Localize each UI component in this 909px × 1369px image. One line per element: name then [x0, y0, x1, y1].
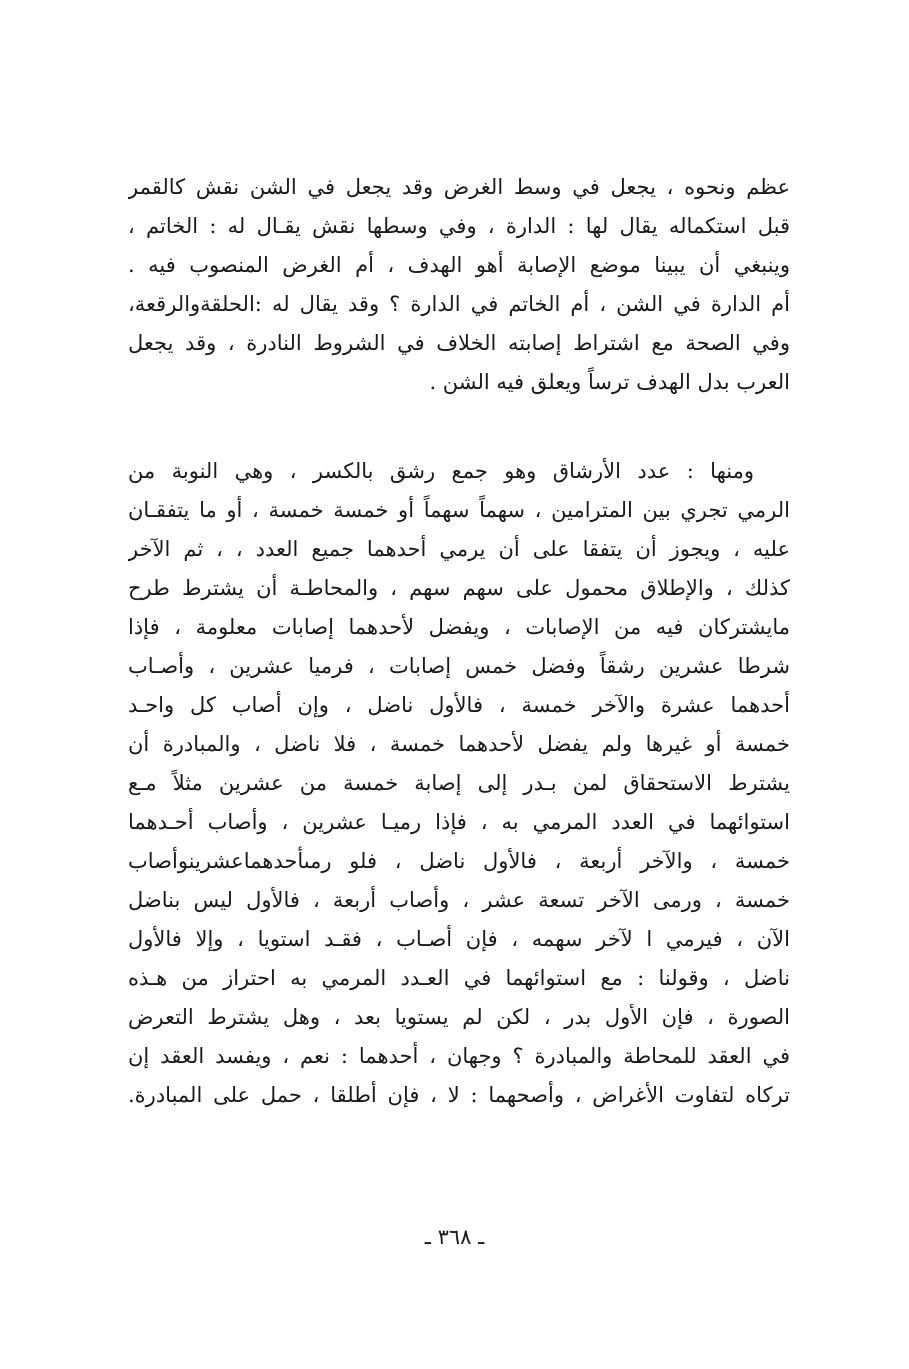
text-line: أحدهما عشرة والآخر خمسة ، فالأول ناضل ، وإن أصاب كل واحـد — [128, 693, 790, 717]
text-line: الآن ، فيرمي ا لآخر سهمه ، فإن أصـاب ، فقـد استويا ، وإلا فالأول — [128, 927, 790, 951]
text-line: قبل استكماله يقال لها : الدارة ، وفي وسطها نقش يقـال له : الخاتم ، — [128, 214, 790, 238]
text-line: أم الدارة في الشن ، أم الخاتم في الدارة ؟ وقد يقال له :الحلقةوالرقعة، — [128, 292, 790, 316]
text-line: كذلك ، والإطلاق محمول على سهم سهم ، والمحاطـة أن يشترط طرح — [128, 576, 790, 600]
text-line: تركاه لتفاوت الأغراض ، وأصحهما : لا ، فإن أطلقا ، حمل على المبادرة. — [128, 1083, 790, 1107]
text-line: عظم ونحوه ، يجعل في وسط الغرض وقد يجعل في الشن نقش كالقمر — [128, 175, 790, 199]
text-line: العرب بدل الهدف ترساً ويعلق فيه الشن . — [429, 370, 790, 394]
text-line: استوائهما في العدد المرمي به ، فإذا رميـا عشرين ، وأصاب أحـدهما — [128, 810, 790, 834]
text-line: يشترط الاستحقاق لمن بـدر إلى إصابة خمسة من عشرين مثلاً مـع — [128, 771, 790, 795]
text-line: عليه ، ويجوز أن يتفقا على أن يرمي أحدهما جميع العدد ، ، ثم الآخر — [128, 537, 790, 561]
text-line: الرمي تجري بين المترامين ، سهماً سهماً أو خمسة خمسة ، أو ما يتفقـان — [128, 498, 790, 522]
text-line: خمسة أو غيرها ولم يفضل لأحدهما خمسة ، فلا ناضل ، والمبادرة أن — [128, 732, 790, 756]
text-line: خمسة ، والآخر أربعة ، فالأول ناضل ، فلو رمىأحدهماعشرينوأصاب — [128, 849, 790, 873]
text-line: ناضل ، وقولنا : مع استوائهما في العـدد المرمي به احتراز من هـذه — [128, 966, 790, 990]
text-line: شرطا عشرين رشقاً وفضل خمس إصابات ، فرميا عشرين ، وأصـاب — [128, 654, 790, 678]
text-line: في العقد للمحاطة والمبادرة ؟ وجهان ، أحدهما : نعم ، ويفسد العقد إن — [128, 1044, 790, 1068]
text-line: خمسة ، ورمى الآخر تسعة عشر ، وأصاب أربعة ، فالأول ليس بناضل — [128, 888, 790, 912]
text-line: الصورة ، فإن الأول بدر ، لكن لم يستويا بعد ، وهل يشترط التعرض — [128, 1005, 790, 1029]
text-line: ومنها : عدد الأرشاق وهو جمع رشق بالكسر ، وهي النوبة من — [128, 459, 754, 483]
text-line: وفي الصحة مع اشتراط إصابته الخلاف في الشروط النادرة ، وقد يجعل — [128, 331, 790, 355]
paragraph-1 — [128, 168, 790, 402]
page-number: ـ ٣٦٨ ـ — [424, 1225, 485, 1249]
text-line: مايشتركان فيه من الإصابات ، ويفضل لأحدهما إصابات معلومة ، فإذا — [128, 615, 790, 639]
text-line: وينبغي أن يبينا موضع الإصابة أهو الهدف ، أم الغرض المنصوب فيه . — [128, 253, 790, 277]
paragraph-2 — [128, 452, 790, 1115]
